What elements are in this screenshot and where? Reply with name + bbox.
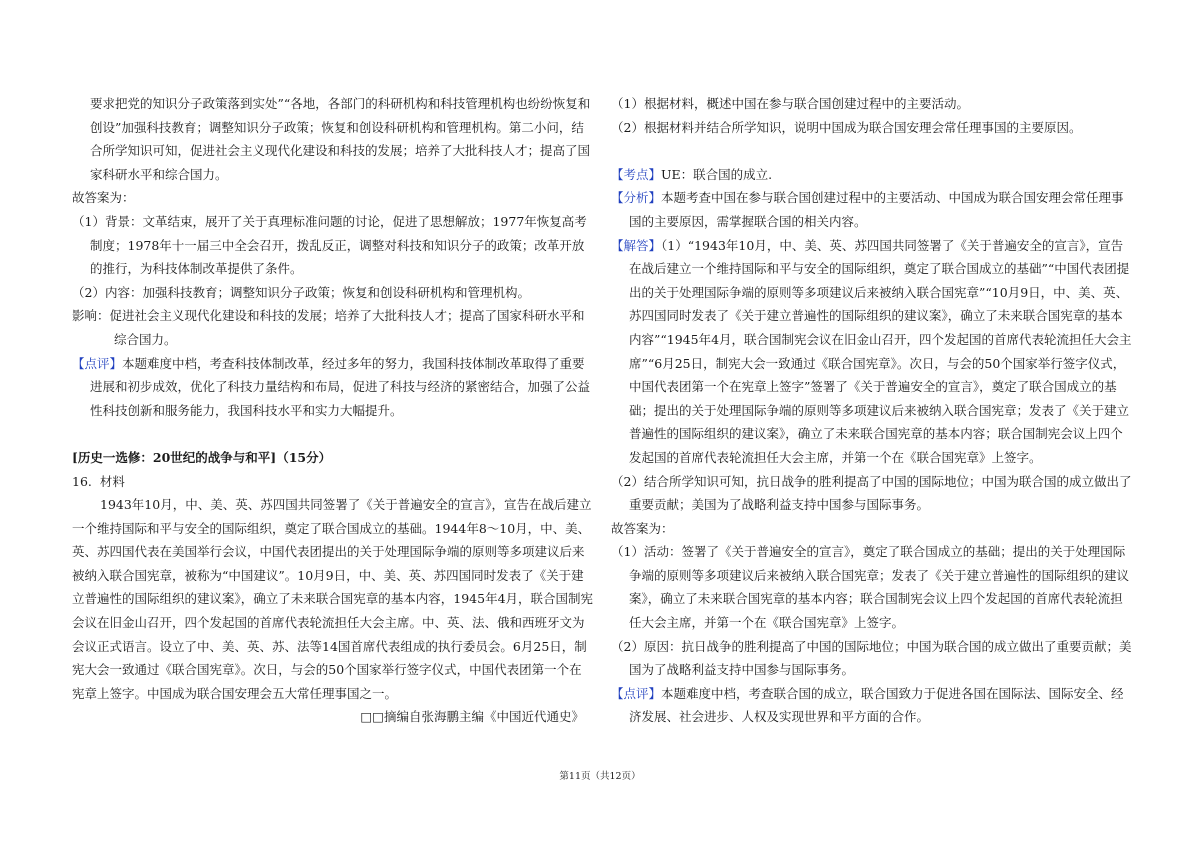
answer-reasons: （2）原因：抗日战争的胜利提高了中国的国际地位；中国为联合国的成立做出了重要贡献；美国为了战略利益支持中国参与国际事务。 [611,638,1132,678]
comment-paragraph-right [611,682,1133,729]
jieda-tag: 【解答】 [611,237,662,253]
question-number: 16. [72,473,92,489]
jieda-text: （1）“1943年10月，中、美、英、苏四国共同签署了《关于普遍安全的宣言》，宣告在战后建立一个维持国际和平与安全的国际组织，奠定了联合国成立的基础”“中国代表团提出的关于处理国际争端的原则等多项建议后来被纳入联合国宪章”“10月9日，中、美、英、苏四国同时发表了《关于建立普遍性的国际组织的建议案》，确立了未来联合国宪章的基本内容”“1945年4月，联合国制宪会议在旧金山召开，四个发起国的首席代表轮流担任大会主席”“6月25日，制宪大会一致通过《联合国宪章》。次日，与会的50个国家举行签字仪式，中国代表团第一个在宪章上签字”签署了《关于普遍安全的宣言》，奠定了联合国成立的基础；提出的关于处理国际争端的原则等多项建议后来被纳入联合国宪章；发表了《关于建立普遍性的国际组织的建议案》，确立了未来联合国宪章的基本内容；联合国制宪会议上四个发起国的首席代表轮流担任大会主席，并第一个在《联合国宪章》上签字。 [629,237,1132,465]
continued-analysis: 要求把党的知识分子政策落到实处”“各地，各部门的科研机构和科技管理机构也纷纷恢复和创设”加强科技教育；调整知识分子政策；恢复和创设科研机构和管理机构。第二小问，结合所学知识可知，促进社会主义现代化建设和科技的发展；培养了大批科技人才；提高了国家科研水平和综合国力。 [90,96,591,182]
fenxi-text: 本题考查中国在参与联合国创建过程中的主要活动、中国成为联合国安理会常任理事国的主要原因，需掌握联合国的相关内容。 [629,190,1124,229]
comment-paragraph [72,352,594,423]
answer-background: （1）背景：文革结束，展开了关于真理标准问题的讨论，促进了思想解放；1977年恢复高考制度；1978年十一届三中全会召开，拨乱反正，调整对科技和知识分子的政策；改革开放的推行，为科技体制改革提供了条件。 [72,213,587,277]
comment-text-right: 本题难度中档，考查联合国的成立，联合国致力于促进各国在国际法、国际安全、经济发展、社会进步、人权及实现世界和平方面的合作。 [629,685,1124,725]
comment-tag: 【点评】 [72,355,123,371]
question-header [72,470,594,494]
fenxi-paragraph [611,186,1133,233]
material-text: 1943年10月，中、美、英、苏四国共同签署了《关于普遍安全的宣言》，宣告在战后建立一个维持国际和平与安全的国际组织，奠定了联合国成立的基础。1944年8～10月，中、美、英、苏四国代表在美国举行会议，中国代表团提出的关于处理国际争端的原则等多项建议后来被纳入联合国宪章，被称为“中国建议”。10月9日，中、美、英、苏四国同时发表了《关于建立普遍性的国际组织的建议案》，确立了未来联合国宪章的基本内容，1945年4月，联合国制宪会议在旧金山召开，四个发起国的首席代表轮流担任大会主席。中、英、法、俄和西班牙文为会议正式语言。设立了中、美、英、苏、法等14国首席代表组成的执行委员会。6月25日，制宪大会一致通过《联合国宪章》。次日，与会的50个国家举行签字仪式，中国代表团第一个在宪章上签字。中国成为联合国安理会五大常任理事国之一。 [72,497,594,701]
jieda-part-2: （2）结合所学知识可知，抗日战争的胜利提高了中国的国际地位；中国为联合国的成立做出了重要贡献；美国为了战略利益支持中国参与国际事务。 [611,473,1132,513]
question-2: （2）根据材料并结合所学知识，说明中国成为联合国安理会常任理事国的主要原因。 [611,119,1082,135]
jieda-paragraph [611,234,1133,470]
kaodian-tag: 【考点】 [611,166,662,182]
answer-activities: （1）活动：签署了《关于普遍安全的宣言》，奠定了联合国成立的基础；提出的关于处理国际争端的原则等多项建议后来被纳入联合国宪章；发表了《关于建立普遍性的国际组织的建议案》，确立了未来联合国宪章的基本内容；联合国制宪会议上四个发起国的首席代表轮流担任大会主席，并第一个在《联合国宪章》上签字。 [611,544,1130,631]
answer-label: 故答案为： [72,190,135,206]
comment-tag-right: 【点评】 [611,685,662,701]
answer-label-right: 故答案为： [611,520,674,536]
answer-impact: 影响：促进社会主义现代化建设和科技的发展；培养了大批科技人才；提高了国家科研水平和综合国力。 [72,308,585,347]
answer-content: （2）内容：加强科技教育；调整知识分子政策；恢复和创设科研机构和管理机构。 [72,284,530,300]
page-footer: 第11页（共12页） [559,771,641,782]
left-column [72,92,594,729]
right-column [611,92,1133,729]
kaodian-text: UE：联合国的成立. [661,166,773,182]
fenxi-tag: 【分析】 [611,190,662,206]
question-label: 材料 [99,473,125,489]
question-1: （1）根据材料，概述中国在参与联合国创建过程中的主要活动。 [611,96,969,111]
comment-text: 本题难度中档，考查科技体制改革，经过多年的努力，我国科技体制改革取得了重要进展和初步成效，优化了科技力量结构和布局，促进了科技与经济的紧密结合，加强了公益性科技创新和服务能力，我国科技水平和实力大幅提升。 [90,355,591,418]
material-source: □□摘编自张海鹏主编《中国近代通史》 [360,709,584,725]
section-title: [历史一选修：20世纪的战争与和平]（15分） [72,449,332,465]
kaodian-paragraph [611,163,1133,187]
